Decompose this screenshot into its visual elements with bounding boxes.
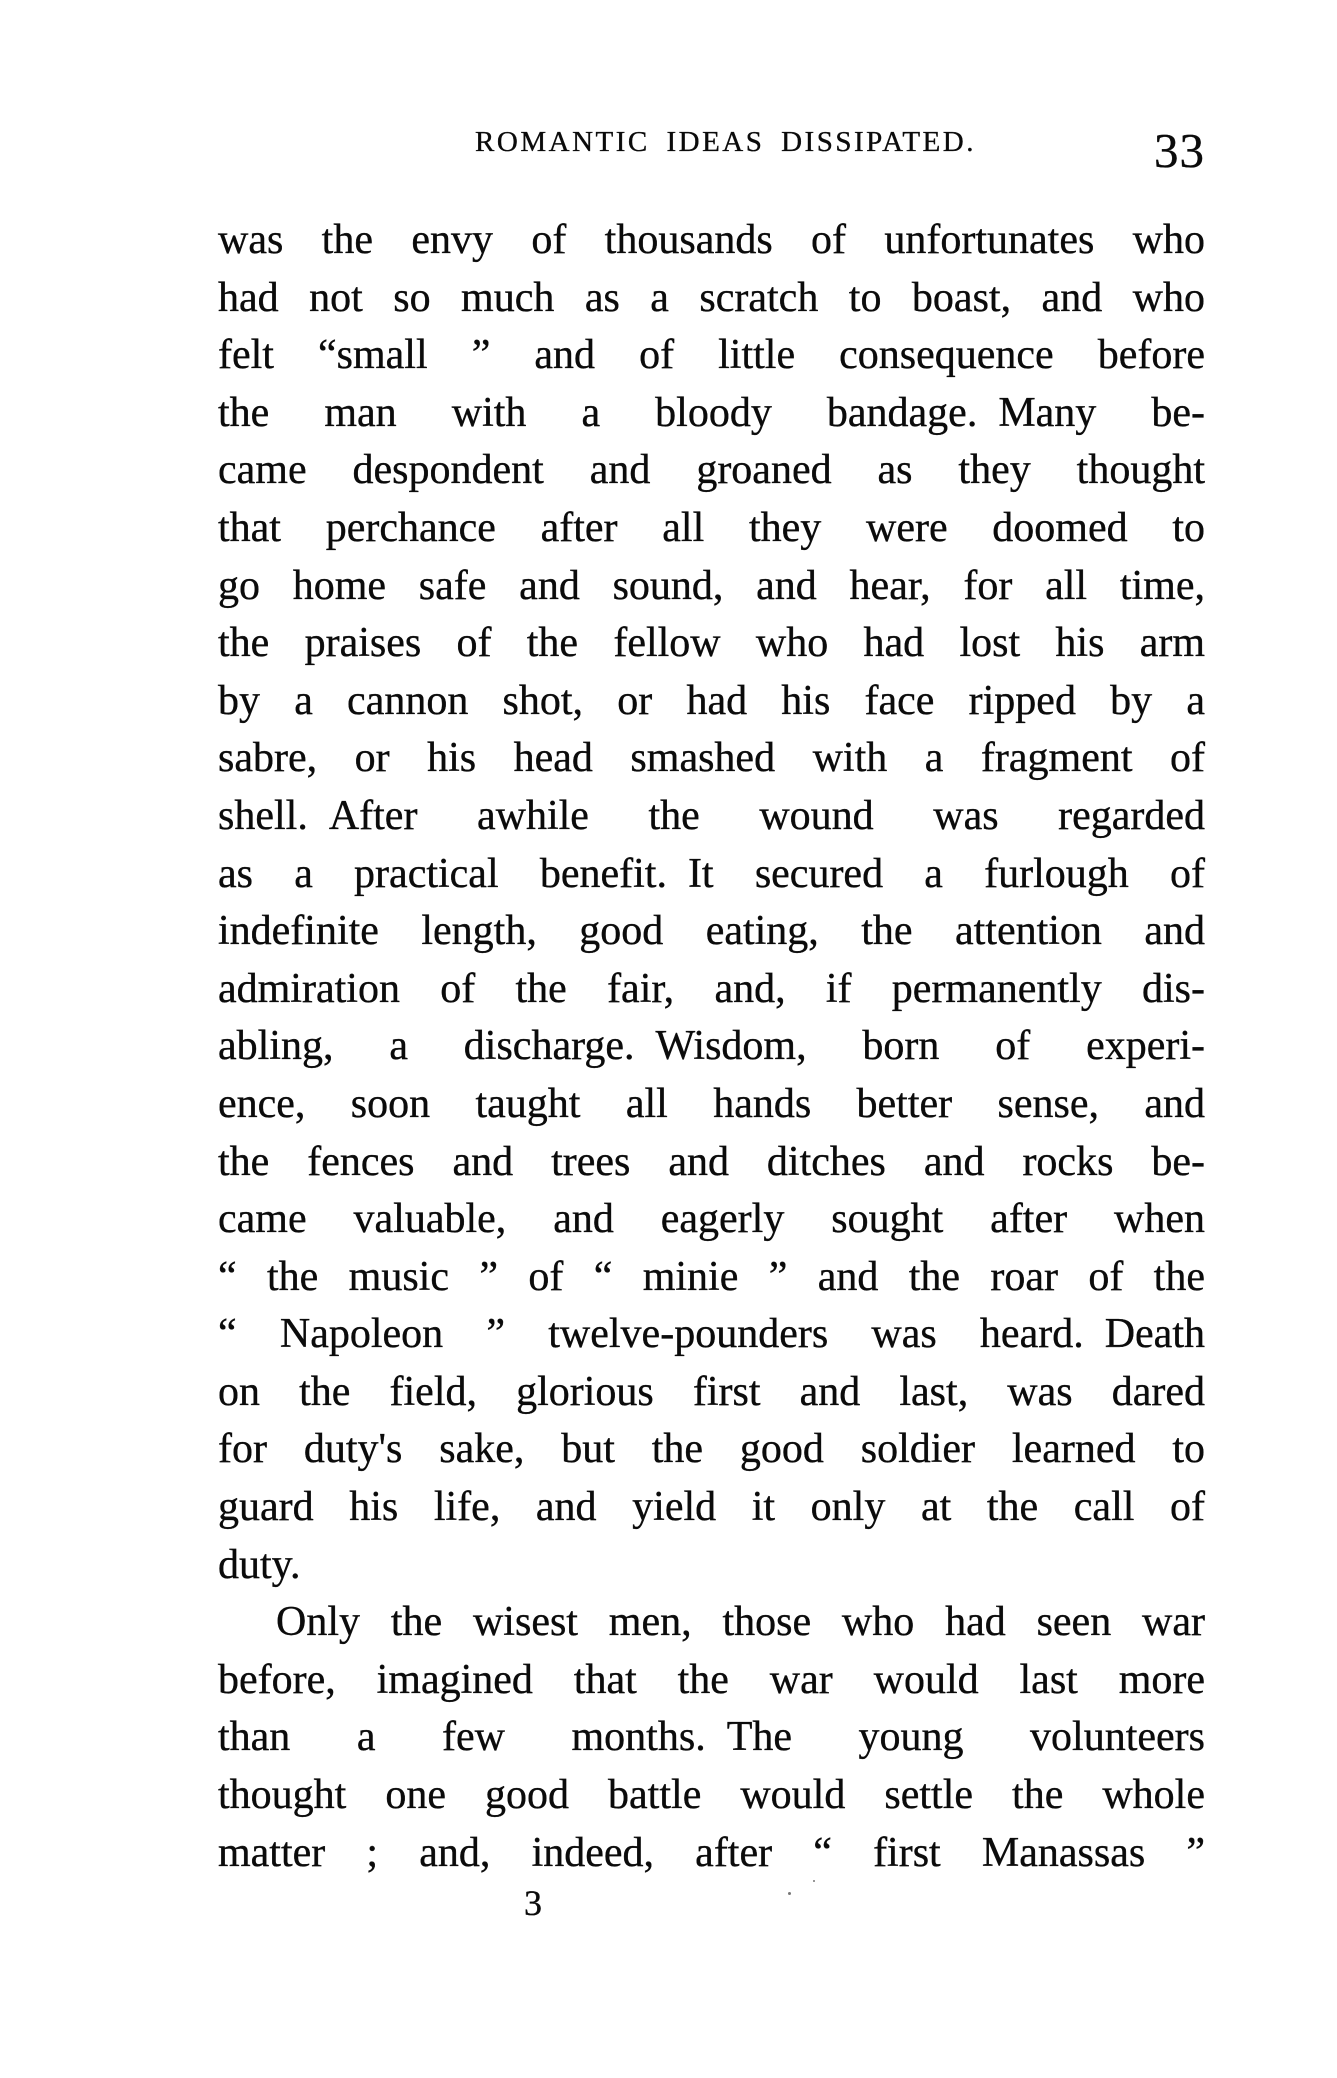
scan-speck	[813, 1880, 815, 1882]
text-line: was the envy of thousands of unfortunates who	[218, 217, 1205, 263]
text-line: duty.	[218, 1541, 301, 1588]
text-line: “ Napoleon ” twelve-pounders was heard. Death	[218, 1311, 1205, 1358]
text-line: the praises of the fellow who had lost his arm	[218, 620, 1205, 667]
scan-speck	[788, 1892, 791, 1895]
text-line: guard his life, and yield it only at the call of	[218, 1484, 1205, 1531]
page-number: 33	[1154, 123, 1205, 178]
text-line: go home safe and sound, and hear, for all time,	[218, 562, 1205, 609]
text-line: had not so much as a scratch to boast, and who	[218, 274, 1205, 321]
text-line: matter ; and, indeed, after “ first Manassas ”	[218, 1829, 1205, 1876]
text-line: admiration of the fair, and, if permanently dis-	[218, 965, 1205, 1012]
text-line: the man with a bloody bandage. Many be-	[218, 389, 1205, 436]
text-line: the fences and trees and ditches and rocks be-	[218, 1138, 1205, 1185]
text-line: ence, soon taught all hands better sense, and	[218, 1080, 1205, 1127]
page-header-title: ROMANTIC IDEAS DISSIPATED.	[475, 126, 976, 158]
text-line: came valuable, and eagerly sought after when	[218, 1196, 1205, 1243]
text-line: on the field, glorious first and last, was dared	[218, 1368, 1205, 1415]
text-line: sabre, or his head smashed with a fragment of	[218, 735, 1205, 782]
signature-mark: 3	[524, 1883, 542, 1923]
page-text	[218, 212, 1205, 1882]
text-line: thought one good battle would settle the whole	[218, 1772, 1205, 1819]
text-line: before, imagined that the war would last more	[218, 1656, 1205, 1703]
text-line: Only the wisest men, those who had seen war	[276, 1599, 1205, 1646]
text-line: felt “small ” and of little consequence before	[218, 332, 1205, 379]
text-line: as a practical benefit. It secured a furlough of	[218, 850, 1205, 897]
text-line: abling, a discharge. Wisdom, born of experi-	[218, 1023, 1205, 1070]
text-line: for duty's sake, but the good soldier learned to	[218, 1426, 1205, 1473]
text-line: by a cannon shot, or had his face ripped by a	[218, 677, 1205, 724]
text-line: “ the music ” of “ minie ” and the roar of the	[218, 1253, 1205, 1300]
text-line: indefinite length, good eating, the attention and	[218, 908, 1205, 955]
text-line: shell. After awhile the wound was regarded	[218, 792, 1205, 839]
running-head	[218, 118, 1205, 188]
text-line: that perchance after all they were doomed to	[218, 504, 1205, 551]
text-line: than a few months. The young volunteers	[218, 1714, 1205, 1761]
text-line: came despondent and groaned as they thought	[218, 447, 1205, 494]
